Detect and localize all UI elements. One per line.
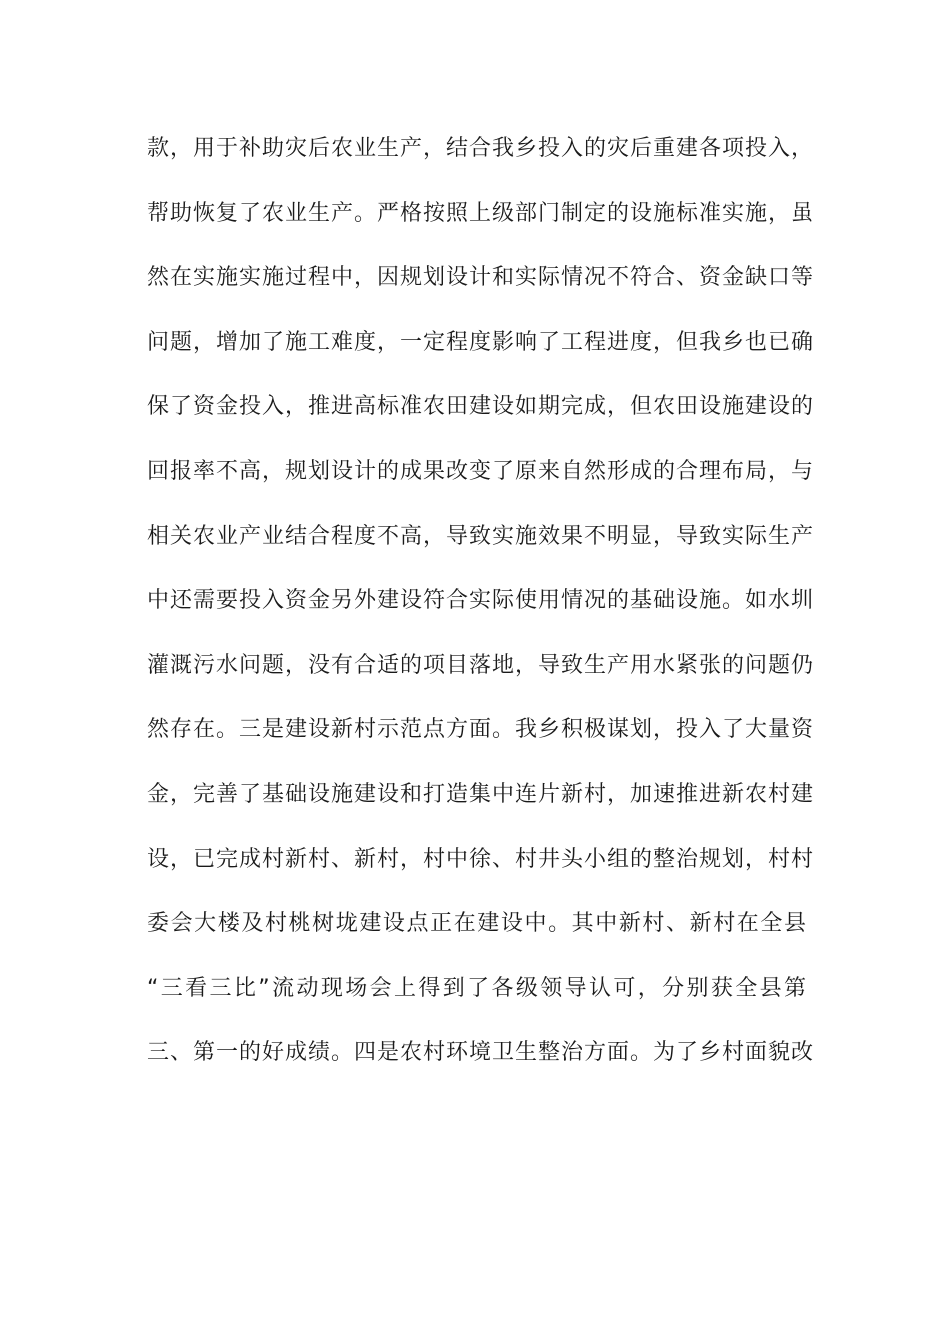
- body-text: [147, 128, 815, 1097]
- text-line: 然存在。三是建设新村示范点方面。我乡积极谋划，投入了大量资: [147, 717, 815, 743]
- text-line: 金，完善了基础设施建设和打造集中连片新村，加速推进新农村建: [147, 781, 815, 807]
- text-line: 回报率不高，规划设计的成果改变了原来自然形成的合理布局，与: [147, 458, 815, 484]
- text-line: 委会大楼及村桃树垅建设点正在建设中。其中新村、新村在全县: [147, 911, 807, 937]
- text-line: 保了资金投入，推进高标准农田建设如期完成，但农田设施建设的: [147, 394, 815, 420]
- text-line: 三、第一的好成绩。四是农村环境卫生整治方面。为了乡村面貌改: [147, 1040, 815, 1066]
- text-line: 帮助恢复了农业生产。严格按照上级部门制定的设施标准实施，虽: [147, 200, 815, 226]
- text-line: 相关农业产业结合程度不高，导致实施效果不明显，导致实际生产: [147, 523, 815, 549]
- text-line: 然在实施实施过程中，因规划设计和实际情况不符合、资金缺口等: [147, 265, 815, 291]
- text-line: 灌溉污水问题，没有合适的项目落地，导致生产用水紧张的问题仍: [147, 652, 815, 678]
- text-line: 款，用于补助灾后农业生产，结合我乡投入的灾后重建各项投入，: [147, 136, 815, 161]
- text-line: “三看三比”流动现场会上得到了各级领导认可，分别获全县第: [147, 975, 807, 1001]
- text-line: 中还需要投入资金另外建设符合实际使用情况的基础设施。如水圳: [147, 588, 815, 614]
- text-line: 设，已完成村新村、新村，村中徐、村井头小组的整治规划，村村: [147, 846, 815, 872]
- text-line: 问题，增加了施工难度，一定程度影响了工程进度，但我乡也已确: [147, 329, 815, 355]
